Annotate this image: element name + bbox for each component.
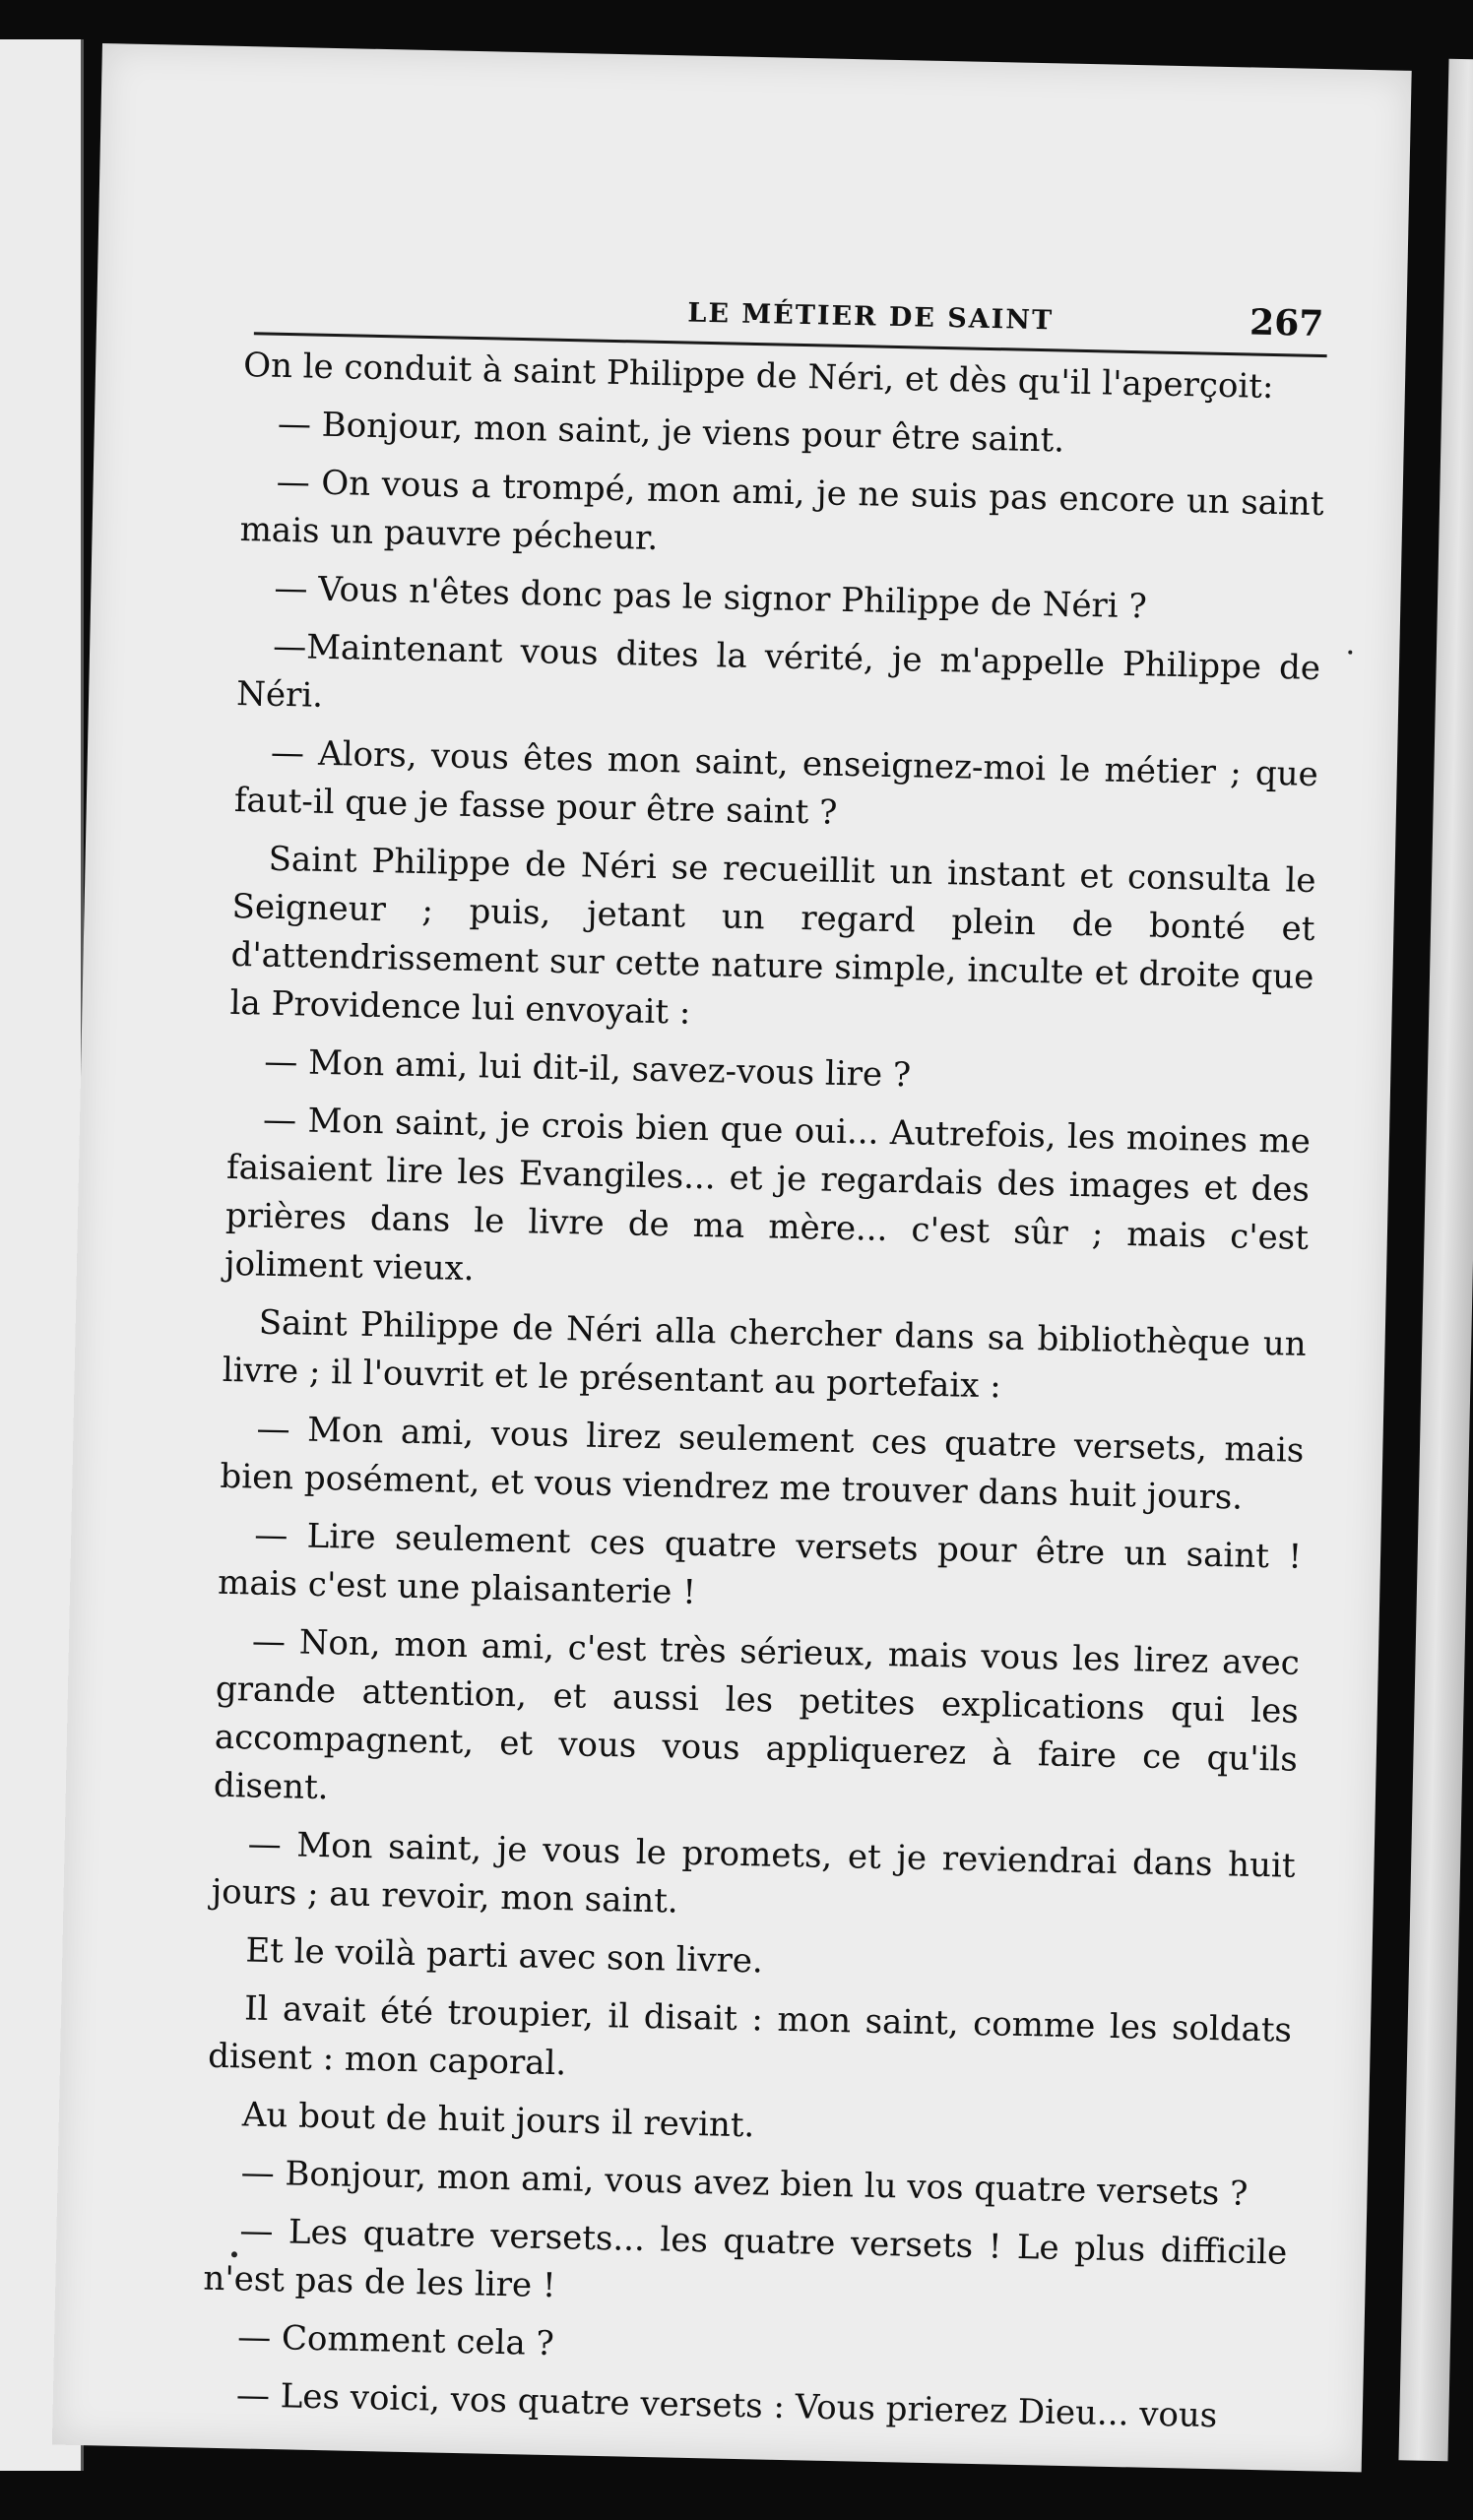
paragraph: — Bonjour, mon saint, je viens pour être saint. bbox=[277, 404, 1065, 461]
paragraph: — Les quatre versets... les quatre versets ! Le plus difficile n'est pas de les lire ! bbox=[203, 2211, 1288, 2306]
ink-speck bbox=[1348, 651, 1352, 655]
running-title: LE MÉTIER DE SAINT bbox=[687, 297, 1055, 337]
paragraph: — Mon saint, je vous le promets, et je reviendrai dans huit jours ; au revoir, mon saint. bbox=[211, 1824, 1296, 1922]
page-number: 267 bbox=[1249, 301, 1324, 346]
paragraph: —Maintenant vous dites la vérité, je m'appelle Philippe de Néri. bbox=[235, 626, 1321, 716]
paragraph: — Alors, vous êtes mon saint, enseignez-moi le métier ; que faut-il que je fasse pour être saint ? bbox=[233, 732, 1319, 833]
paragraph: — Mon ami, vous lirez seulement ces quatre versets, mais bien posément, et vous viendrez me trouver dans huit jours. bbox=[220, 1409, 1305, 1518]
paragraph: Saint Philippe de Néri alla chercher dans sa bibliothèque un livre ; il l'ouvrit et le présentant au portefaix : bbox=[222, 1302, 1308, 1407]
paragraph: — Non, mon ami, c'est très sérieux, mais vous les lirez avec grande attention, et aussi les petites explications qui les accompagnent, et vous vous appliquerez à faire ce qu'ils disent. bbox=[213, 1621, 1301, 1808]
paragraph: — Les voici, vos quatre versets : Vous prierez Dieu... vous bbox=[235, 2375, 1218, 2436]
book-page bbox=[52, 43, 1412, 2472]
paragraph: — Vous n'êtes donc pas le signor Philippe de Néri ? bbox=[274, 568, 1148, 627]
paragraph: — Mon saint, je crois bien que oui... Autrefois, les moines me faisaient lire les Evangiles... et je regardais des images et des prières dans le livre de ma mère... c'est sûr ; mais c'est joliment vieux. bbox=[224, 1100, 1312, 1290]
paragraph: On le conduit à saint Philippe de Néri, et dès qu'il l'aperçoit: bbox=[242, 346, 1274, 407]
paragraph: Au bout de huit jours il revint. bbox=[241, 2095, 755, 2146]
paragraph: — Comment cela ? bbox=[236, 2317, 555, 2364]
paragraph: — Lire seulement ces quatre versets pour être un saint ! mais c'est une plaisanterie ! bbox=[217, 1515, 1303, 1612]
paragraph: — Bonjour, mon ami, vous avez bien lu vos quatre versets ? bbox=[240, 2153, 1249, 2214]
page-body bbox=[200, 342, 1326, 2452]
paragraph: Saint Philippe de Néri se recueillit un instant et consulta le Seigneur ; puis, jetant un regard plein de bonté et d'attendrissement sur cette nature simple, inculte et droite que la Providence lui envoyait : bbox=[229, 839, 1316, 1033]
paragraph: Il avait été troupier, il disait : mon saint, comme les soldats disent : mon caporal. bbox=[207, 1988, 1293, 2084]
ink-speck bbox=[231, 2251, 237, 2257]
paragraph: Et le voilà parti avec son livre. bbox=[245, 1930, 764, 1982]
paragraph: — On vous a trompé, mon ami, je ne suis pas encore un saint mais un pauvre pécheur. bbox=[239, 462, 1324, 558]
page-header bbox=[254, 253, 1328, 357]
paragraph: — Mon ami, lui dit-il, savez-vous lire ? bbox=[263, 1041, 912, 1096]
page-stack-edge bbox=[1398, 59, 1473, 2462]
